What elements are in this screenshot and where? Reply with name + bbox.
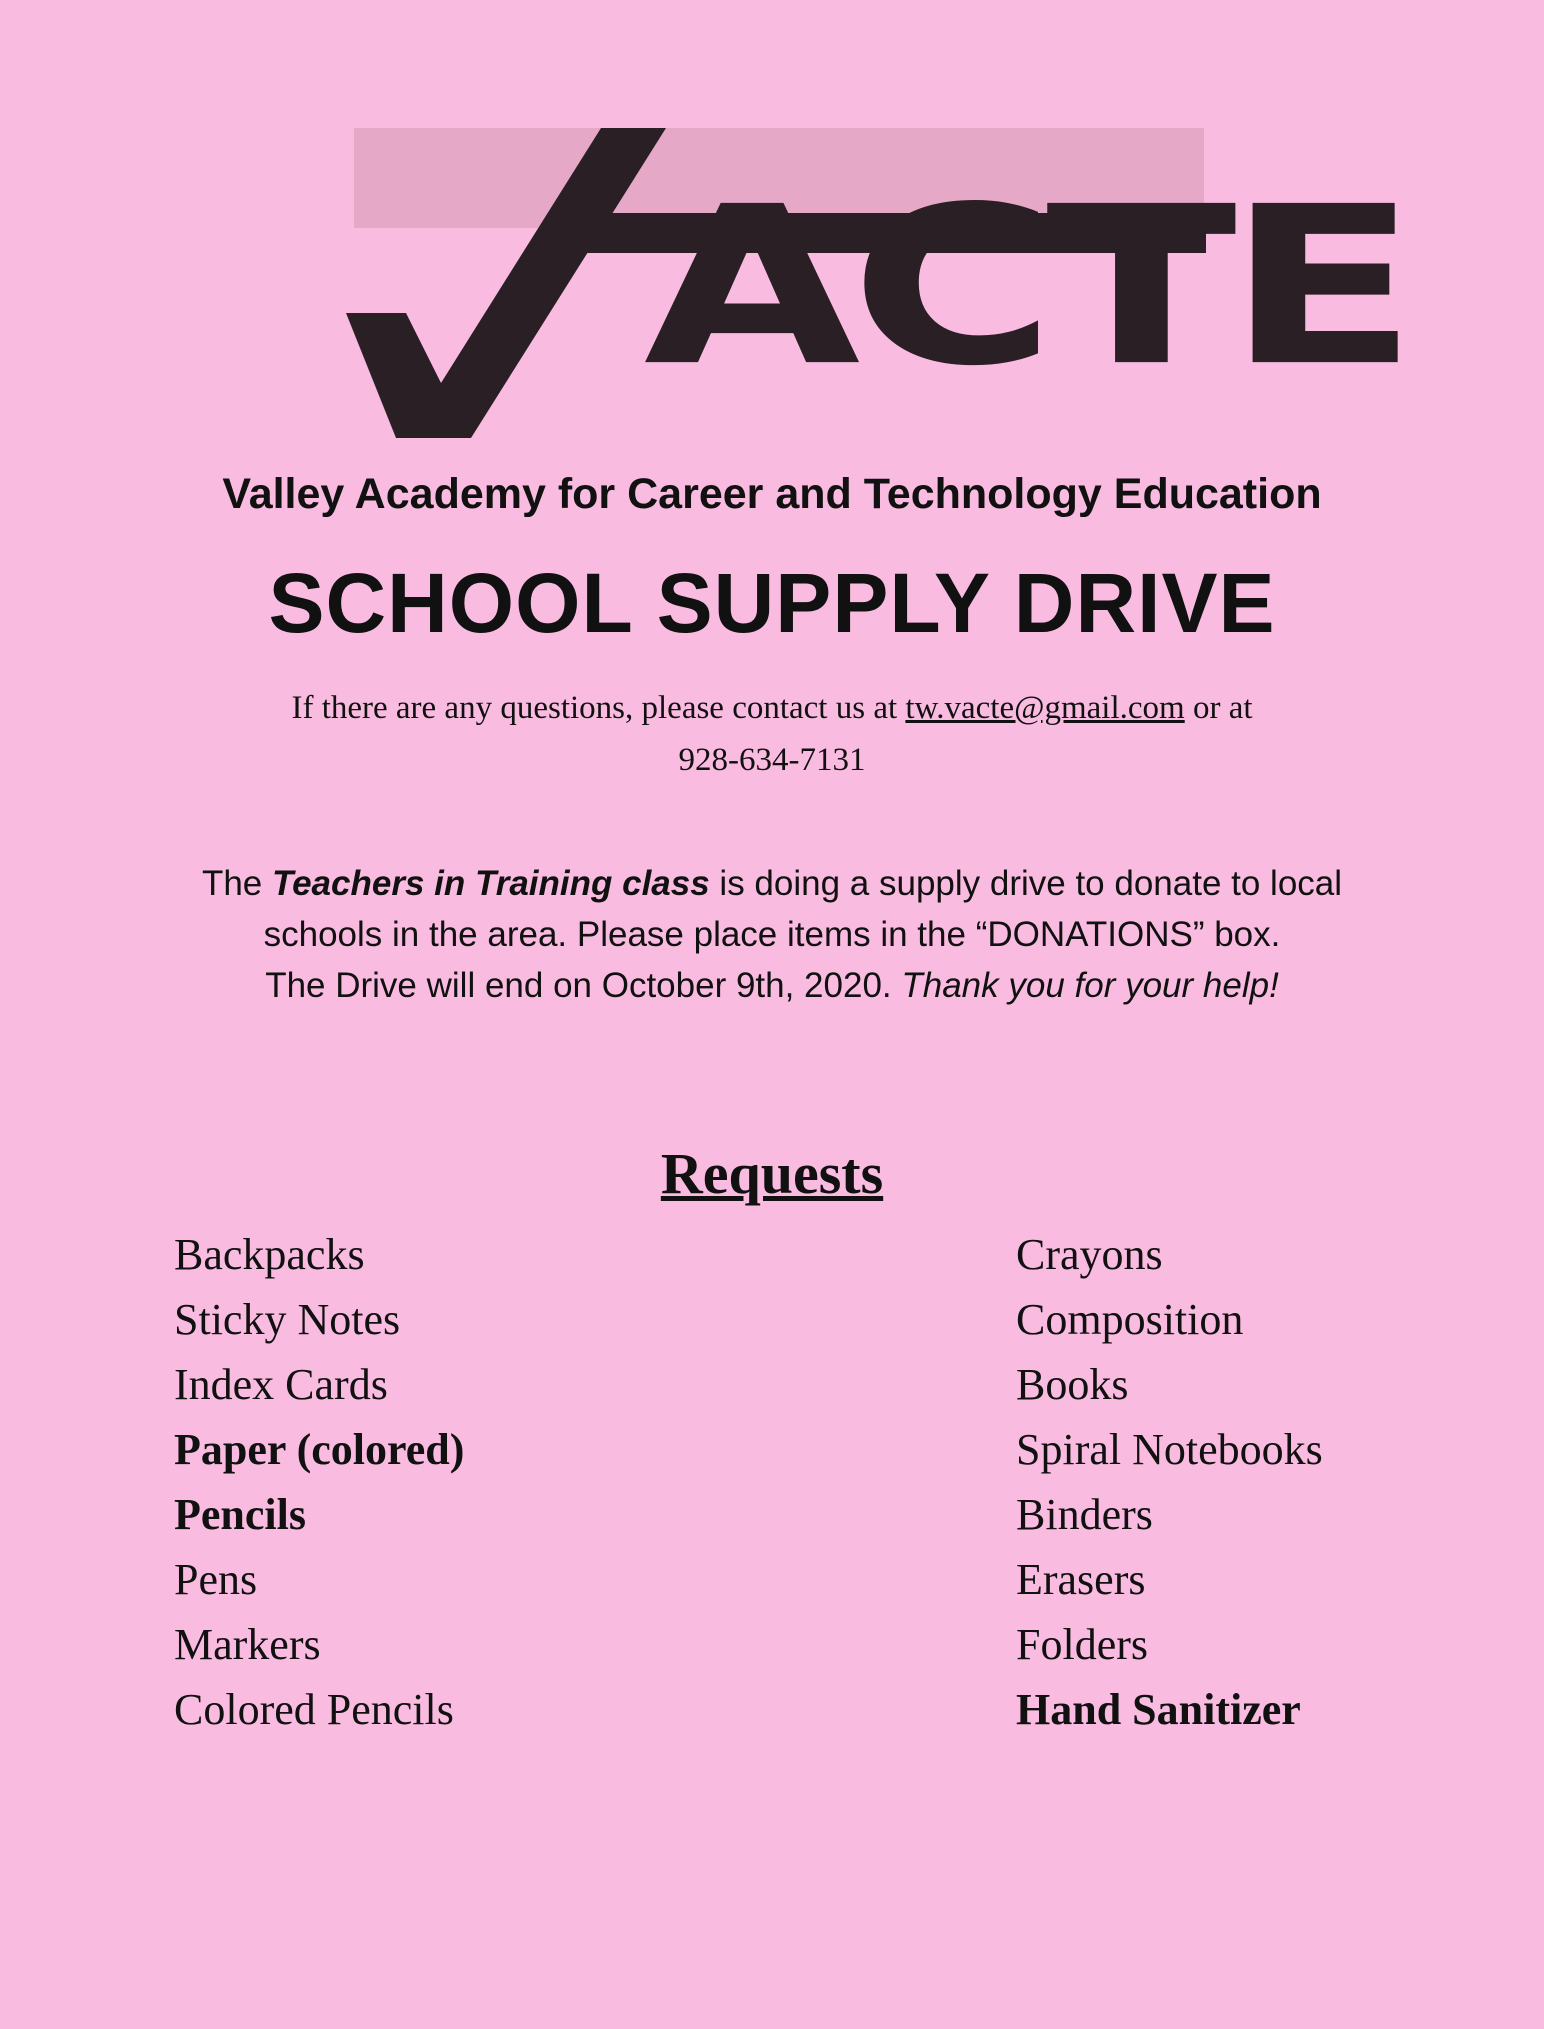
contact-phone: 928-634-7131 [678,742,866,778]
list-item: Colored Pencils [174,1685,454,1734]
desc-line2: schools in the area. Please place items in the “DONATIONS” box. [263,915,1281,954]
contact-info [0,682,1544,786]
academy-name: Valley Academy for Career and Technology Education [222,470,1322,518]
desc-line3: The Drive will end on October 9th, 2020. [265,966,902,1005]
list-item: Books [1016,1360,1129,1409]
contact-or: or at [1184,690,1253,726]
list-item: Pencils [174,1490,306,1539]
list-item: Hand Sanitizer [1016,1685,1301,1734]
list-item: Folders [1016,1620,1148,1669]
desc-thanks: Thank you for your help! [901,966,1279,1005]
logo-acte-letters: ACTE [643,160,1409,415]
requests-right-list [1016,1222,1323,1742]
requests-left-list [174,1222,464,1742]
page-title: SCHOOL SUPPLY DRIVE [268,556,1276,650]
list-item: Composition [1016,1295,1244,1344]
list-item: Pens [174,1555,258,1604]
requests-heading: Requests [660,1141,884,1206]
list-item: Erasers [1016,1555,1146,1604]
list-item: Markers [174,1620,321,1669]
list-item: Spiral Notebooks [1016,1425,1323,1474]
list-item: Crayons [1016,1230,1163,1279]
description-paragraph [0,858,1544,1011]
contact-intro: If there are any questions, please contact us at [291,690,906,726]
list-item: Sticky Notes [174,1295,401,1344]
list-item: Binders [1016,1490,1153,1539]
desc-part1: The [201,864,272,903]
list-item: Paper (colored) [174,1425,465,1474]
logo-text [456,160,1409,415]
desc-class-name: Teachers in Training class [272,864,710,903]
list-item: Backpacks [174,1230,365,1279]
desc-part2: is doing a supply drive to donate to local [709,864,1343,903]
contact-email-link[interactable]: tw.vacte@gmail.com [905,690,1185,726]
list-item: Index Cards [174,1360,388,1409]
vacte-logo [346,118,1409,448]
